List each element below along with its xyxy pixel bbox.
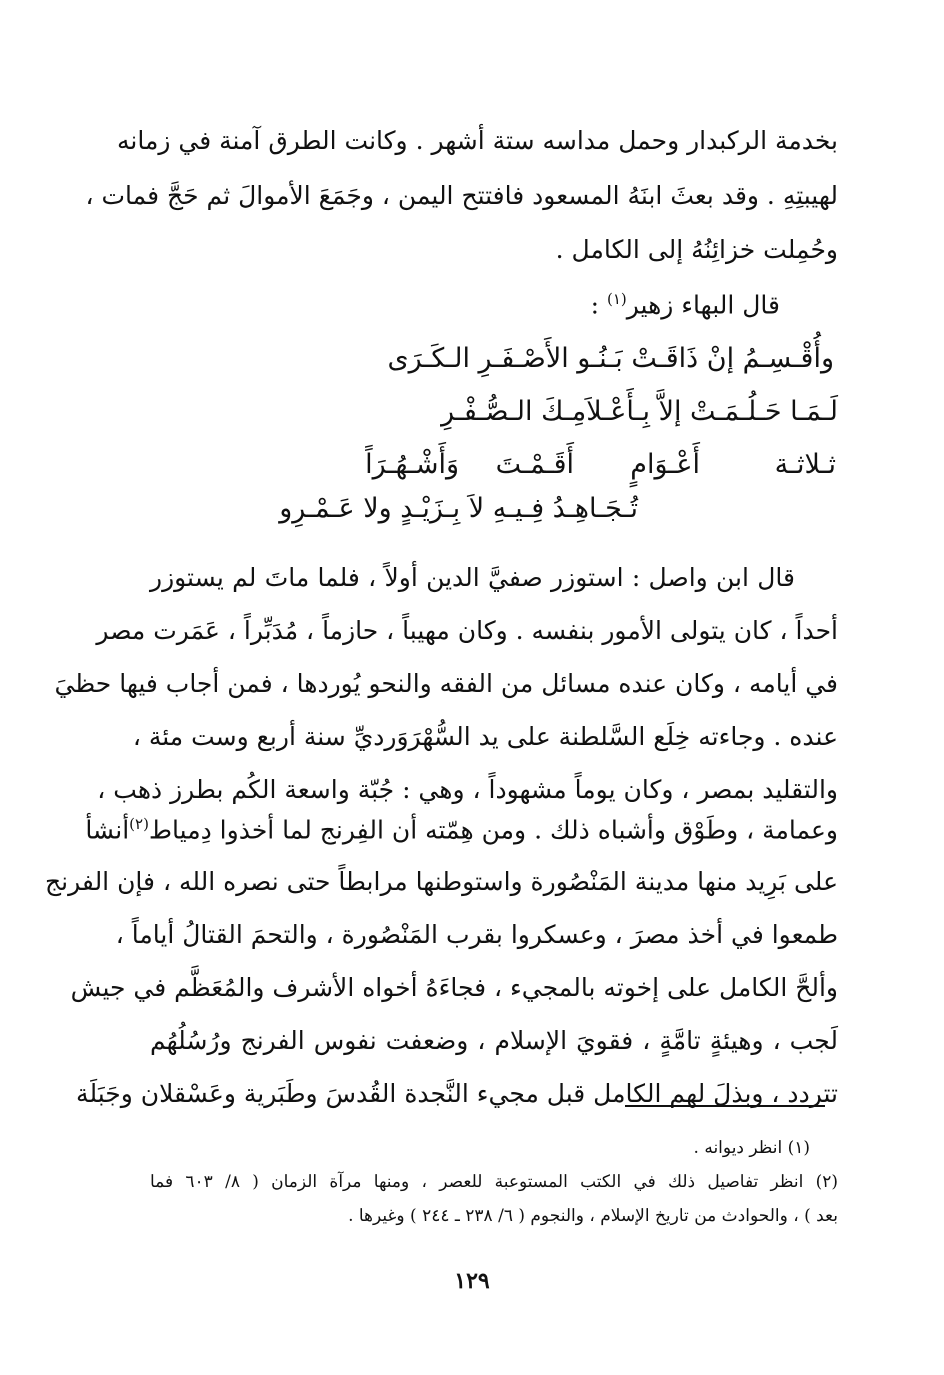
para2-line-6-text: وعمامة ، وطَوْق وأشباه ذلك . ومن هِمّته أن الفِرنج لما أخذوا دِمياط: [148, 815, 838, 845]
poem-line-1: وأُقْـسِـمُ إنْ ذَاقَـتْ بَـنُـو الأَصْـفَـرِ الـكَـرَى: [387, 343, 834, 374]
poem-line-3-word-4: وَأَشْـهُـرَاً: [365, 449, 459, 480]
poem-line-2: لَـمَـا حَـلُـمَـتْ إلاَّ بِـأَعْـلاَمِـكَ الـصُّـفْـرِ: [441, 396, 838, 427]
para1-line-1: بخدمة الركبدار وحمل مداسه ستة أشهر . وكانت الطرق آمنة في زمانه: [116, 126, 838, 155]
poem-line-3-word-1: ثـلاثـة: [774, 449, 836, 480]
para2-line-5: والتقليد بمصر ، وكان يوماً مشهوداً ، وهي : جُبّة واسعة الكُم بطرز ذهب ،: [97, 775, 838, 804]
poet-intro-text: قال البهاء زهير: [626, 290, 780, 320]
footnote-2-line-1: (٢) انظر تفاصيل ذلك في الكتب المستوعبة للعصر ، ومنها مرآة الزمان ( ٨/ ٦٠٣ فما: [150, 1172, 838, 1192]
para1-line-3: وحُمِلت خزائِنُهُ إلى الكامل .: [555, 235, 838, 264]
para2-line-10: لَجب ، وهيئةٍ تامَّةٍ ، فقويَ الإسلام ، وضعفت نفوس الفرنج ورُسُلُهُم: [150, 1026, 838, 1055]
footnote-2-line-2: بعد ) ، والحوادث من تاريخ الإسلام ، والنجوم ( ٦/ ٢٣٨ ـ ٢٤٤ ) وغيرها .: [348, 1206, 838, 1226]
para2-line-1: قال ابن واصل : استوزر صفيَّ الدين أولاً ، فلما ماتَ لم يستوزر: [150, 563, 795, 592]
para2-line-4: عنده . وجاءته خِلَع السَّلطنة على يد السُّهْرَوَرديِّ سنة أربع وست مئة ،: [132, 722, 838, 751]
footnote-separator: [625, 1105, 825, 1107]
poem-line-3-word-2: أَعْـوَامٍ: [630, 449, 700, 480]
page-number: ١٢٩: [454, 1268, 490, 1294]
para2-line-8: طمعوا في أخذ مصرَ ، وعسكروا بقرب المَنْصُورة ، والتحمَ القتالُ أياماً ،: [115, 920, 838, 949]
footnote-marker-1: (١): [606, 290, 627, 308]
para1-line-2: لهيبتِهِ . وقد بعثَ ابنَهُ المسعود فافتتح اليمن ، وجَمَعَ الأموالَ ثم حَجَّ فمات ،: [85, 181, 838, 210]
para2-line-6-end: أنشأ: [85, 815, 130, 845]
poet-intro: [150, 290, 780, 320]
para2-line-2: أحداً ، كان يتولى الأمور بنفسه . وكان مهيباً ، حازماً ، مُدَبِّراً ، عَمَرت مصر: [96, 616, 838, 645]
footnote-1: (١) انظر ديوانه .: [693, 1138, 810, 1158]
poem-line-4: تُـجَـاهِـدُ فِـيـهِ لاَ بِـزَيْـدٍ ولا عَـمْـرِو: [279, 493, 638, 524]
para2-line-9: وألحَّ الكامل على إخوته بالمجيء ، فجاءَهُ أخواه الأشرف والمُعَظَّم في جيش: [70, 973, 838, 1002]
para2-line-6: [85, 815, 838, 845]
para2-line-7: على بَرِيد منها مدينة المَنْصُورة واستوطنها مرابطاً حتى نصره الله ، فإن الفرنج: [45, 867, 838, 896]
footnote-marker-2: (٢): [129, 815, 149, 833]
para2-line-11: تتردد ، وبذلَ لهم الكامل قبل مجيء النَّجدة القُدسَ وطَبَرية وعَسْقلان وجَبَلَة: [76, 1079, 838, 1108]
poem-line-3-word-3: أَقَـمْـتَ: [495, 449, 574, 480]
poet-intro-colon: :: [590, 290, 600, 320]
para2-line-3: في أيامه ، وكان عنده مسائل من الفقه والنحو يُوردها ، فمن أجاب فيها حظيَ: [54, 669, 838, 698]
